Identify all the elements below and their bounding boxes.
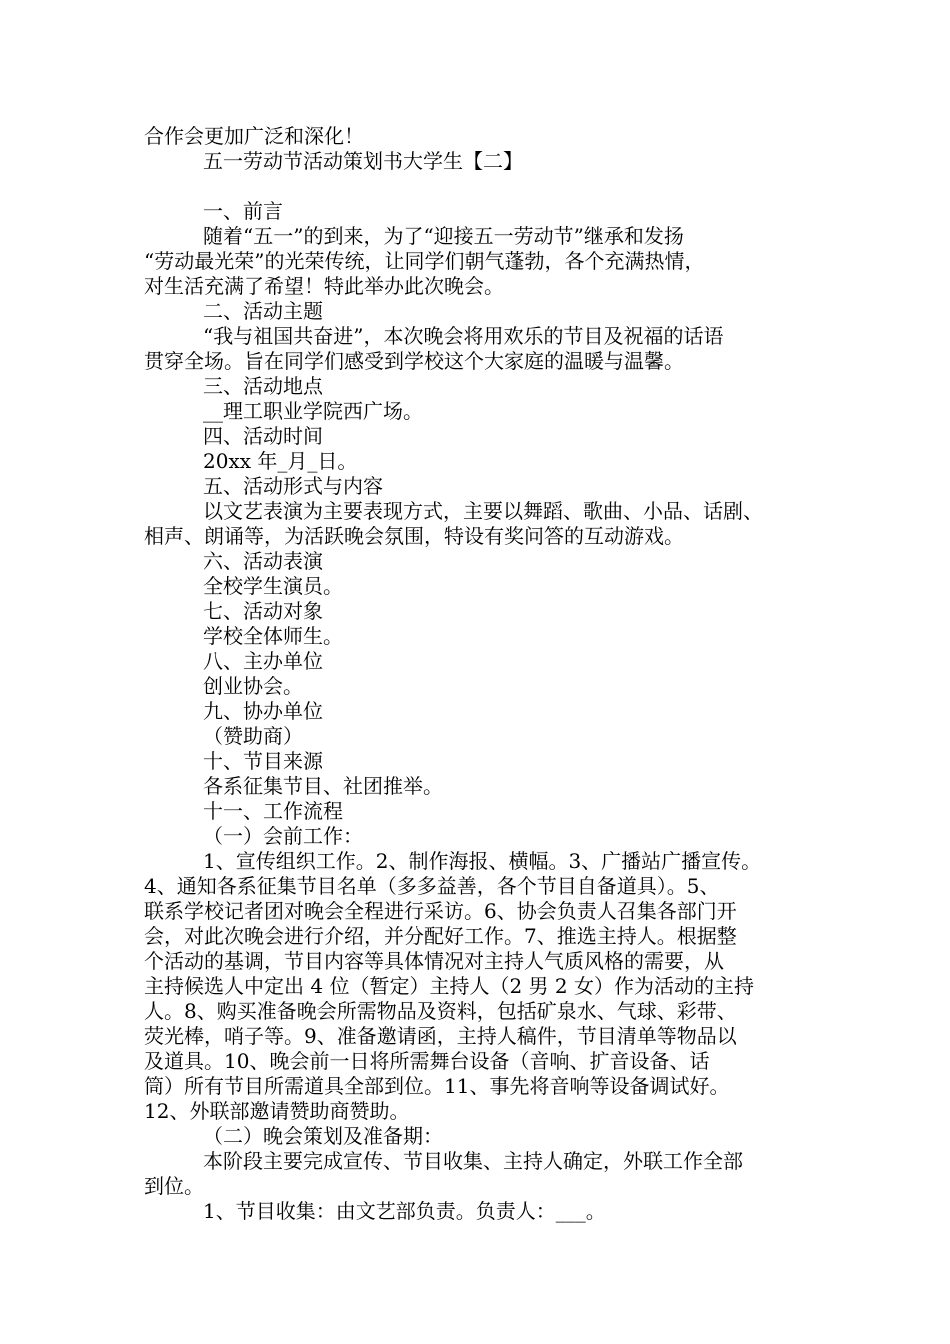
text-line: 12、外联部邀请赞助商赞助。: [144, 1099, 410, 1123]
text-line: 联系学校记者团对晚会全程进行采访。6、协会负责人召集各部门开: [144, 899, 737, 923]
text-line: 20xx 年_月_日。: [203, 449, 358, 473]
text-line: 对生活充满了希望！特此举办此次晚会。: [144, 274, 504, 298]
heading-location: 三、活动地点: [203, 374, 323, 398]
text-line: 4、通知各系征集节目名单（多多益善，各个节目自备道具）。5、: [144, 874, 720, 898]
text-line: 创业协会。: [203, 674, 303, 698]
heading-performance: 六、活动表演: [203, 549, 323, 573]
heading-preface: 一、前言: [203, 199, 283, 223]
text-line: 各系征集节目、社团推举。: [203, 774, 443, 798]
heading-organizer: 八、主办单位: [203, 649, 323, 673]
text-line: 合作会更加广泛和深化！: [144, 124, 364, 148]
text-line: 到位。: [144, 1174, 204, 1198]
text-line: 筒）所有节目所需道具全部到位。11、事先将音响等设备调试好。: [144, 1074, 730, 1098]
text-line: 贯穿全场。旨在同学们感受到学校这个大家庭的温暖与温馨。: [144, 349, 684, 373]
text-line: 随着“五一”的到来，为了“迎接五一劳动节”继承和发扬: [203, 224, 684, 248]
text-line: 荧光棒，哨子等。9、准备邀请函，主持人稿件，节目清单等物品以: [144, 1024, 737, 1048]
text-line: “我与祖国共奋进”，本次晚会将用欢乐的节目及祝福的话语: [203, 324, 724, 348]
heading-theme: 二、活动主题: [203, 299, 323, 323]
text-line: 学校全体师生。: [203, 624, 343, 648]
text-line: 人。8、购买准备晚会所需物品及资料，包括矿泉水、气球、彩带、: [144, 999, 737, 1023]
text-line: 主持候选人中定出 4 位（暂定）主持人（2 男 2 女）作为活动的主持: [144, 974, 754, 998]
text-line: 1、宣传组织工作。2、制作海报、横幅。3、广播站广播宣传。: [203, 849, 762, 873]
section-title: 五一劳动节活动策划书大学生【二】: [203, 149, 523, 173]
text-line: 个活动的基调，节目内容等具体情况对主持人气质风格的需要，从: [144, 949, 724, 973]
text-line: 全校学生演员。: [203, 574, 343, 598]
text-line: 1、节目收集：由文艺部负责。负责人：___。: [203, 1199, 606, 1223]
text-line: 本阶段主要完成宣传、节目收集、主持人确定，外联工作全部: [203, 1149, 743, 1173]
heading-program-source: 十、节目来源: [203, 749, 323, 773]
text-line: 相声、朗诵等，为活跃晚会氛围，特设有奖问答的互动游戏。: [144, 524, 684, 548]
text-line: “劳动最光荣”的光荣传统，让同学们朝气蓬勃，各个充满热情，: [144, 249, 705, 273]
heading-workflow: 十一、工作流程: [203, 799, 343, 823]
subheading-pre-event: （一）会前工作：: [203, 824, 363, 848]
text-line: （赞助商）: [203, 724, 303, 748]
text-line: __理工职业学院西广场。: [203, 399, 423, 423]
text-line: 以文艺表演为主要表现方式，主要以舞蹈、歌曲、小品、话剧、: [203, 499, 763, 523]
text-line: 会，对此次晚会进行介绍，并分配好工作。7、推选主持人。根据整: [144, 924, 737, 948]
heading-time: 四、活动时间: [203, 424, 323, 448]
heading-format: 五、活动形式与内容: [203, 474, 383, 498]
text-line: 及道具。10、晚会前一日将所需舞台设备（音响、扩音设备、话: [144, 1049, 710, 1073]
subheading-planning: （二）晚会策划及准备期：: [203, 1124, 443, 1148]
heading-audience: 七、活动对象: [203, 599, 323, 623]
heading-co-organizer: 九、协办单位: [203, 699, 323, 723]
